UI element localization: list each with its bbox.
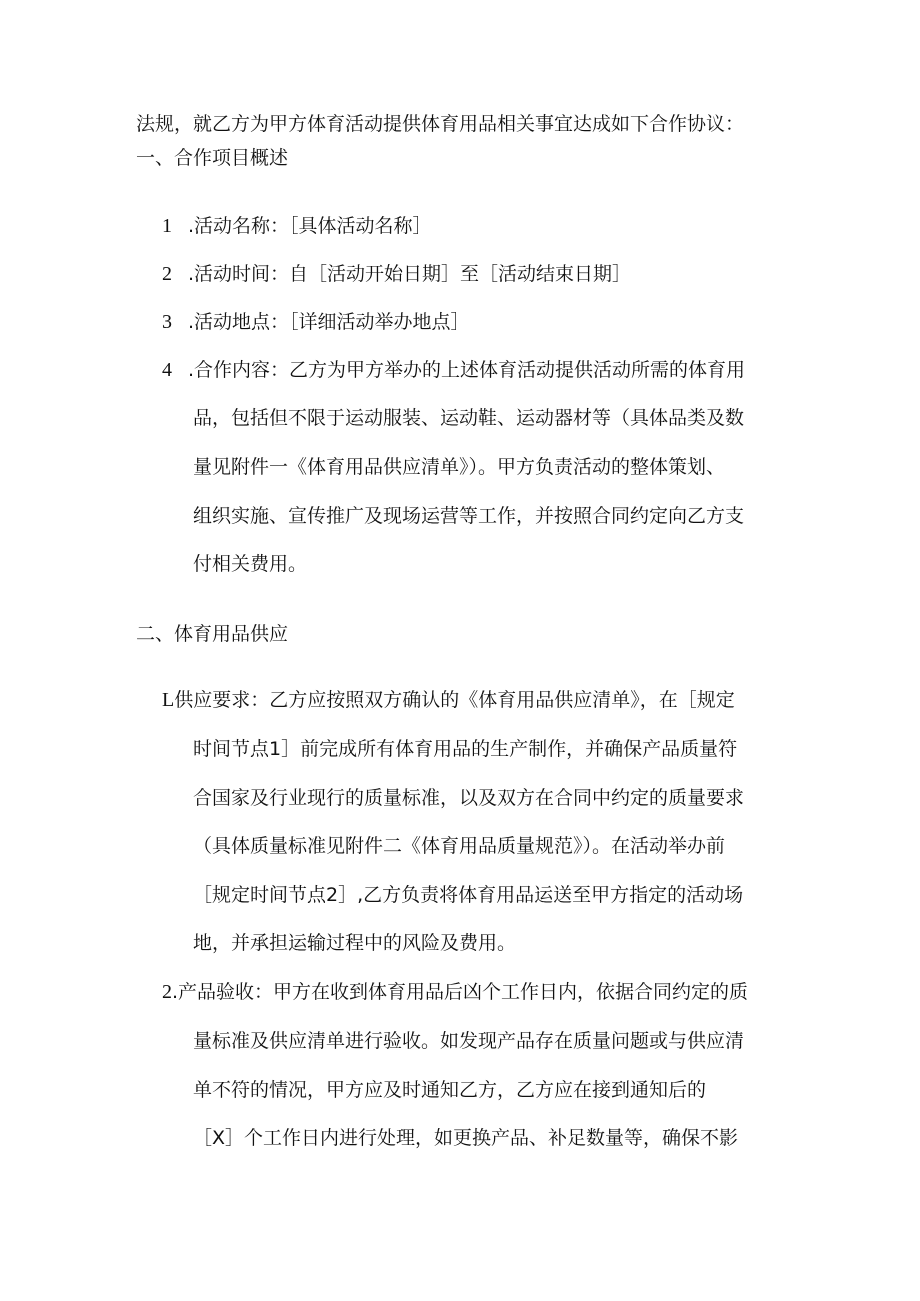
s1-item4-line1	[162, 358, 745, 383]
s1-item4-text: .合作内容：乙方为甲方举办的上述体育活动提供活动所需的体育用	[188, 359, 746, 381]
section1-heading: 一、合作项目概述	[136, 147, 289, 169]
s2-item1-line4: （具体质量标准见附件二《体育用品质量规范》）。在活动举办前	[193, 835, 726, 857]
s2-item1-line2: 时间节点1］前完成所有体育用品的生产制作，并确保产品质量符	[193, 738, 738, 760]
s2-item1-line3: 合国家及行业现行的质量标准，以及双方在合同中约定的质量要求	[193, 787, 745, 809]
s2-item1-text: 供应要求：乙方应按照双方确认的《体育用品供应清单》，在［规定	[174, 689, 735, 711]
s1-item4-line3: 量见附件一《体育用品供应清单》）。甲方负责活动的整体策划、	[193, 456, 726, 478]
s2-item1-number: L	[162, 689, 175, 711]
s1-item1-number: 1	[162, 215, 172, 237]
s1-item4-line5: 付相关费用。	[193, 553, 308, 575]
s2-item2-line1	[162, 980, 748, 1005]
intro-line: 法规，就乙方为甲方体育活动提供体育用品相关事宜达成如下合作协议：	[136, 113, 745, 135]
s1-item4-number: 4	[162, 359, 172, 381]
s2-item2-number: 2	[162, 981, 172, 1003]
s1-item2-line1	[162, 262, 631, 287]
section2-heading: 二、体育用品供应	[136, 623, 289, 645]
s2-item1-line5: ［规定时间节点2］,乙方负责将体育用品运送至甲方指定的活动场	[193, 884, 744, 906]
s1-item2-text: .活动时间：自［活动开始日期］至［活动结束日期］	[188, 263, 632, 285]
s2-item2-line3: 单不符的情况，甲方应及时通知乙方，乙方应在接到通知后的	[193, 1079, 707, 1101]
s1-item3-line1	[162, 310, 470, 335]
s1-item4-line2: 品，包括但不限于运动服装、运动鞋、运动器材等（具体品类及数	[193, 407, 745, 429]
s1-item2-number: 2	[162, 263, 172, 285]
s1-item3-number: 3	[162, 311, 172, 333]
s2-item2-text: .产品验收：甲方在收到体育用品后凶个工作日内，依据合同约定的质	[172, 981, 749, 1003]
s2-item1-line1	[162, 688, 735, 713]
s1-item4-line4: 组织实施、宣传推广及现场运营等工作，并按照合同约定向乙方支	[193, 505, 745, 527]
s2-item2-line4: ［X］个工作日内进行处理，如更换产品、补足数量等，确保不影	[193, 1127, 739, 1149]
s2-item1-line6: 地，并承担运输过程中的风险及费用。	[193, 932, 517, 954]
s2-item2-line2: 量标准及供应清单进行验收。如发现产品存在质量问题或与供应清	[193, 1030, 745, 1052]
s1-item3-text: .活动地点：［详细活动举办地点］	[188, 311, 470, 333]
s1-item1-text: .活动名称：［具体活动名称］	[188, 215, 432, 237]
s1-item1-line1	[162, 214, 432, 239]
